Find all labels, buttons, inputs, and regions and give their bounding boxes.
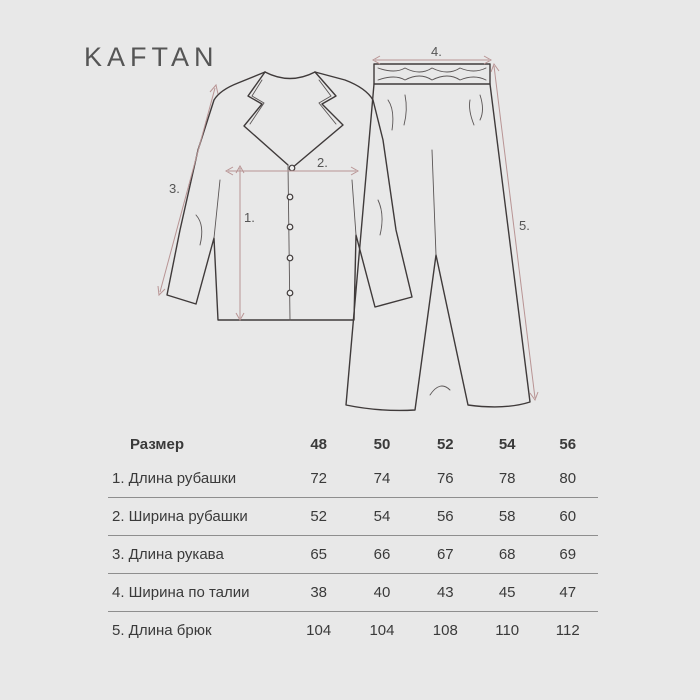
table-cell: 40 [350,574,413,612]
size-column-header: 56 [559,435,577,453]
table-row [108,498,598,536]
table-cell: 110 [495,622,520,639]
table-row [108,574,598,612]
table-cell: 80 [537,460,598,498]
size-header-label: Размер [130,435,185,453]
row-label: 5. Длина брюк [112,622,212,639]
button-icon [289,165,295,171]
table-cell: 43 [414,574,477,612]
table-cell: 76 [414,460,477,498]
table-cell: 69 [537,536,598,574]
row-label: 1. Длина рубашки [108,460,287,498]
shirt-drawing [167,72,412,320]
brand-logo-text: KAFTAN [84,42,219,72]
size-column-header: 54 [498,435,516,453]
dim-label-shirt-width: 2. [317,155,328,170]
table-row [108,460,598,498]
table-cell: 47 [537,574,598,612]
table-cell: 60 [537,498,598,536]
table-cell: 65 [287,536,350,574]
table-row [108,536,598,574]
row-label: 4. Ширина по талии [108,574,287,612]
table-cell: 72 [287,460,350,498]
button-icon [287,194,293,200]
table-header-row [108,428,598,460]
dim-label-trouser-length: 5. [519,218,530,233]
dim-label-sleeve-length: 3. [169,181,180,196]
table-cell: 38 [287,574,350,612]
table-row [108,612,598,650]
size-column-header: 52 [436,435,454,453]
button-icon [287,290,293,296]
table-cell: 67 [414,536,477,574]
table-cell: 78 [477,460,538,498]
table-cell: 104 [369,622,395,639]
size-chart-table [108,428,598,649]
row-label: 3. Длина рукава [108,536,287,574]
dim-label-shirt-length: 1. [244,210,255,225]
table-cell: 68 [477,536,538,574]
trousers-drawing [346,64,530,410]
table-cell: 45 [477,574,538,612]
table-cell: 66 [350,536,413,574]
table-cell: 108 [432,622,458,639]
table-cell: 104 [306,622,332,639]
table-cell: 52 [287,498,350,536]
size-column-header: 48 [310,435,327,453]
button-icon [287,224,293,230]
table-cell: 74 [350,460,413,498]
size-column-header: 50 [373,435,391,453]
row-label: 2. Ширина рубашки [108,498,287,536]
button-icon [287,255,293,261]
dim-label-waist-width: 4. [431,44,442,59]
table-cell: 54 [350,498,413,536]
table-cell: 56 [414,498,477,536]
table-cell: 112 [555,622,580,639]
table-cell: 58 [477,498,538,536]
